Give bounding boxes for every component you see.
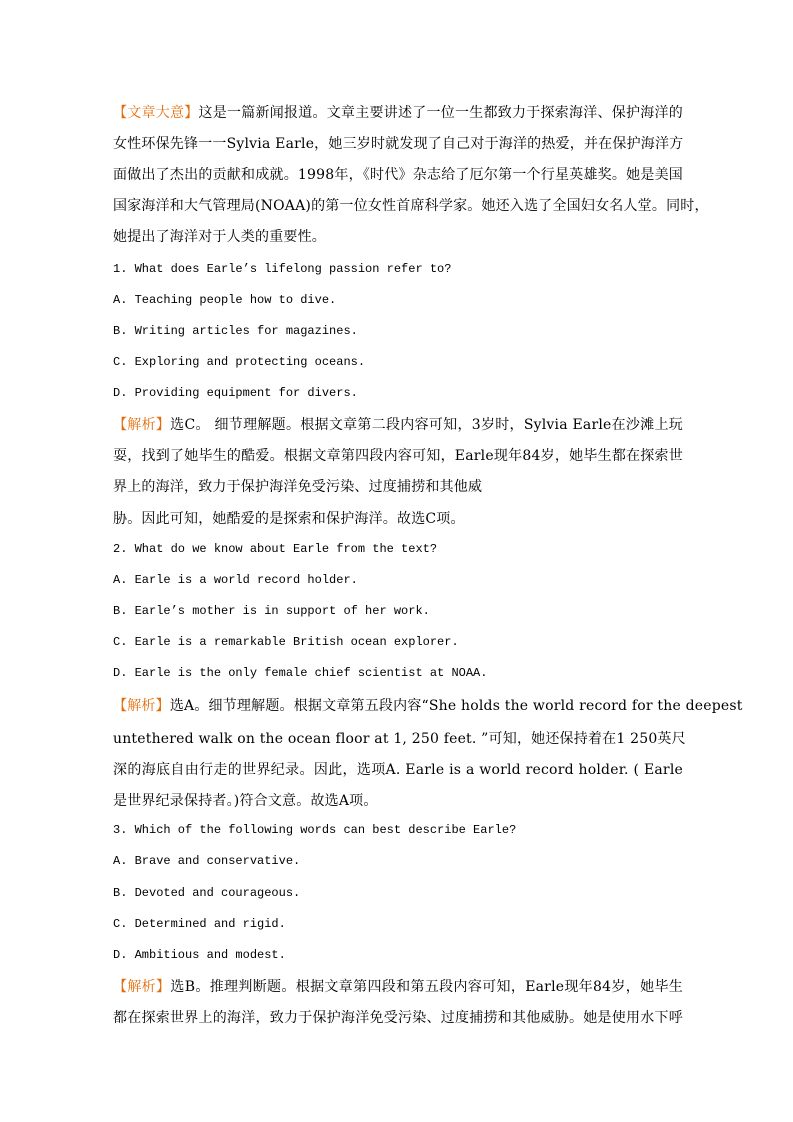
q3-option-a: A. Brave and conservative.: [113, 854, 301, 868]
summary-line-2: 女性环保先锋一一Sylvia Earle，她三岁时就发现了自己对于海洋的热爱，并在保护海洋方: [113, 136, 684, 152]
question-1: 1. What does Earle’s lifelong passion refer to?: [113, 262, 452, 276]
q1-analysis-line-2: 耍，找到了她毕生的酷爱。根据文章第四段内容可知，Earle现年84岁，她毕生都在探索世: [113, 448, 683, 464]
q3-analysis-tag: 【解析】: [113, 979, 171, 995]
q2-option-b: B. Earle’s mother is in support of her work.: [113, 604, 430, 618]
q1-option-b: B. Writing articles for magazines.: [113, 324, 358, 338]
q2-analysis-line-4: 是世界纪录保持者。)符合文意。故选A项。: [113, 793, 378, 809]
q3-analysis-line-1: 【解析】选B。推理判断题。根据文章第四段和第五段内容可知，Earle现年84岁，她毕生: [113, 979, 683, 995]
q2-option-d: D. Earle is the only female chief scientist at NOAA.: [113, 666, 488, 680]
summary-line-3: 面做出了杰出的贡献和成就。1998年，《时代》杂志给了厄尔第一个行星英雄奖。她是美国: [113, 167, 683, 183]
q1-option-c: C. Exploring and protecting oceans.: [113, 355, 366, 369]
summary-line-4: 国家海洋和大气管理局(NOAA)的第一位女性首席科学家。她还入选了全国妇女名人堂。同时，: [113, 198, 709, 214]
q1-analysis-line-4: 胁。因此可知，她酷爱的是探索和保护海洋。故选C项。: [113, 511, 465, 527]
summary-line-5: 她提出了海洋对于人类的重要性。: [113, 229, 326, 245]
summary-line-1: 【文章大意】这是一篇新闻报道。文章主要讲述了一位一生都致力于探索海洋、保护海洋的: [113, 105, 683, 121]
q2-analysis-line-3: 深的海底自由行走的世界纪录。因此，选项A. Earle is a world record holder. ( Earle: [113, 762, 683, 778]
q3-option-b: B. Devoted and courageous.: [113, 886, 301, 900]
q2-analysis-line-1: 【解析】选A。细节理解题。根据文章第五段内容“She holds the world record for the deepest: [113, 698, 743, 714]
q3-option-c: C. Determined and rigid.: [113, 917, 286, 931]
q3-option-d: D. Ambitious and modest.: [113, 948, 286, 962]
q2-option-a: A. Earle is a world record holder.: [113, 573, 358, 587]
q1-option-d: D. Providing equipment for divers.: [113, 386, 358, 400]
summary-tag: 【文章大意】: [113, 105, 199, 121]
question-2: 2. What do we know about Earle from the text?: [113, 542, 438, 556]
q2-option-c: C. Earle is a remarkable British ocean explorer.: [113, 635, 459, 649]
q3-analysis-line-2: 都在探索世界上的海洋，致力于保护海洋免受污染、过度捕捞和其他威胁。她是使用水下呼: [113, 1010, 683, 1026]
q1-analysis-line-1: 【解析】选C。 细节理解题。根据文章第二段内容可知，3岁时，Sylvia Earle在沙滩上玩: [113, 417, 683, 433]
q1-analysis-tag: 【解析】: [113, 417, 171, 433]
q1-analysis-line-3: 界上的海洋，致力于保护海洋免受污染、过度捕捞和其他威: [113, 479, 483, 495]
q2-analysis-line-2: untethered walk on the ocean floor at 1, 250 feet. ”可知，她还保持着在1 250英尺: [113, 731, 686, 747]
q1-option-a: A. Teaching people how to dive.: [113, 293, 337, 307]
question-3: 3. Which of the following words can best describe Earle?: [113, 823, 517, 837]
q2-analysis-tag: 【解析】: [113, 698, 170, 714]
